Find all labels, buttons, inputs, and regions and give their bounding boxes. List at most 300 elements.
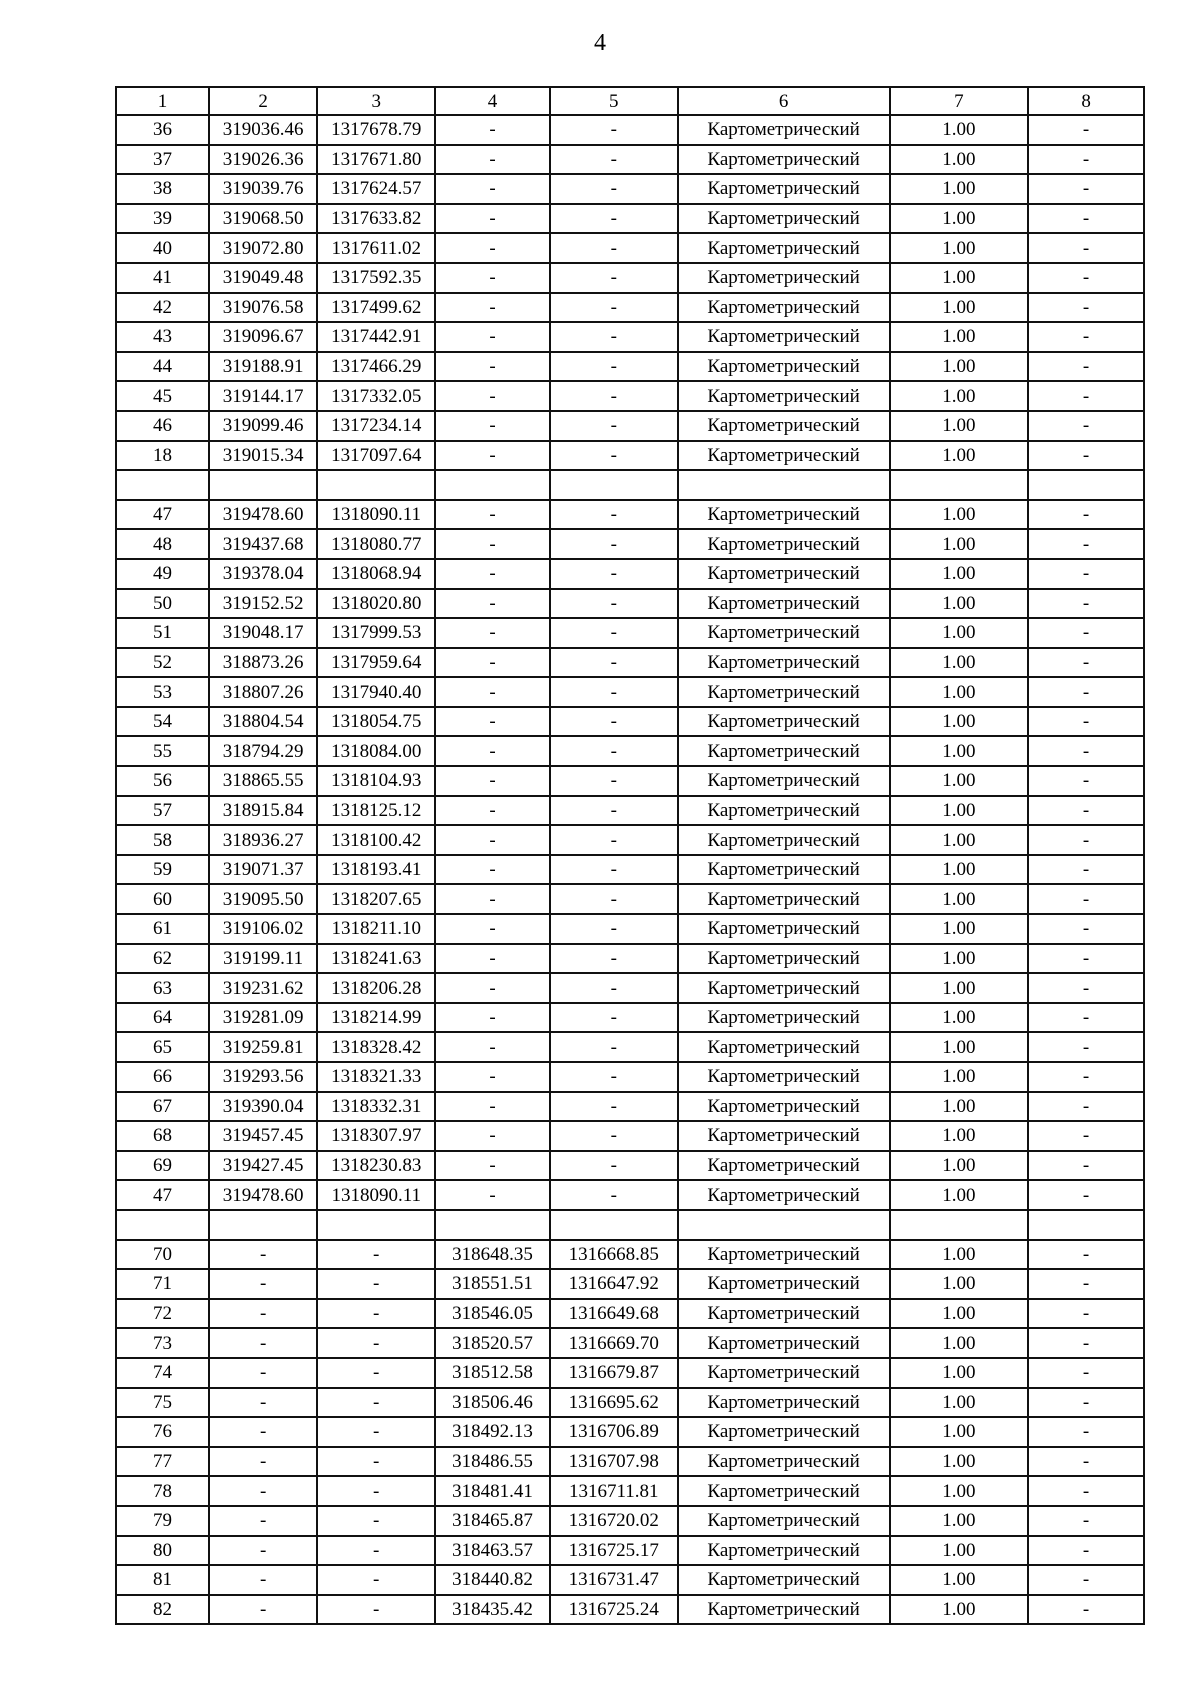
table-row xyxy=(116,1595,1144,1625)
method-cell: Картометрический xyxy=(678,411,890,441)
point-number-cell: 48 xyxy=(116,529,209,559)
table-row xyxy=(116,1032,1144,1062)
x-coordinate-existing-cell: - xyxy=(209,1595,317,1625)
x-coordinate-existing-cell: 319478.60 xyxy=(209,500,317,530)
accuracy-cell: 1.00 xyxy=(890,263,1029,293)
y-coordinate-existing-cell: 1318211.10 xyxy=(317,914,435,944)
x-coordinate-existing-cell: 319099.46 xyxy=(209,411,317,441)
x-coordinate-new-cell: - xyxy=(435,204,550,234)
note-cell: - xyxy=(1028,1299,1144,1329)
note-cell: - xyxy=(1028,1536,1144,1566)
point-number-cell: 79 xyxy=(116,1506,209,1536)
y-coordinate-new-cell: 1316669.70 xyxy=(550,1328,678,1358)
y-coordinate-existing-cell: - xyxy=(317,1447,435,1477)
table-row xyxy=(116,707,1144,737)
accuracy-cell: 1.00 xyxy=(890,174,1029,204)
x-coordinate-existing-cell: - xyxy=(209,1240,317,1270)
x-coordinate-new-cell: 318492.13 xyxy=(435,1417,550,1447)
table-row xyxy=(116,973,1144,1003)
y-coordinate-existing-cell: 1317624.57 xyxy=(317,174,435,204)
x-coordinate-new-cell: - xyxy=(435,1062,550,1092)
point-number-cell: 73 xyxy=(116,1328,209,1358)
x-coordinate-existing-cell: - xyxy=(209,1506,317,1536)
y-coordinate-new-cell: - xyxy=(550,441,678,471)
table-row xyxy=(116,411,1144,441)
accuracy-cell: 1.00 xyxy=(890,914,1029,944)
x-coordinate-existing-cell: - xyxy=(209,1536,317,1566)
table-row xyxy=(116,322,1144,352)
accuracy-cell: 1.00 xyxy=(890,1447,1029,1477)
y-coordinate-existing-cell xyxy=(317,1210,435,1240)
accuracy-cell: 1.00 xyxy=(890,529,1029,559)
point-number-cell: 47 xyxy=(116,500,209,530)
note-cell: - xyxy=(1028,914,1144,944)
y-coordinate-existing-cell: 1317466.29 xyxy=(317,352,435,382)
accuracy-cell: 1.00 xyxy=(890,1062,1029,1092)
method-cell: Картометрический xyxy=(678,1151,890,1181)
note-cell: - xyxy=(1028,500,1144,530)
x-coordinate-new-cell: - xyxy=(435,381,550,411)
method-cell: Картометрический xyxy=(678,589,890,619)
method-cell: Картометрический xyxy=(678,559,890,589)
table-header-row xyxy=(116,87,1144,115)
method-cell: Картометрический xyxy=(678,973,890,1003)
method-cell: Картометрический xyxy=(678,1180,890,1210)
point-number-cell: 80 xyxy=(116,1536,209,1566)
method-cell: Картометрический xyxy=(678,1536,890,1566)
y-coordinate-new-cell xyxy=(550,470,678,500)
accuracy-cell: 1.00 xyxy=(890,1299,1029,1329)
x-coordinate-existing-cell: 319039.76 xyxy=(209,174,317,204)
y-coordinate-existing-cell: 1318068.94 xyxy=(317,559,435,589)
table-row xyxy=(116,944,1144,974)
y-coordinate-new-cell: - xyxy=(550,736,678,766)
y-coordinate-existing-cell: 1317097.64 xyxy=(317,441,435,471)
point-number-cell: 70 xyxy=(116,1240,209,1270)
method-cell: Картометрический xyxy=(678,1328,890,1358)
x-coordinate-new-cell: 318512.58 xyxy=(435,1358,550,1388)
method-cell: Картометрический xyxy=(678,1506,890,1536)
x-coordinate-existing-cell: 319071.37 xyxy=(209,855,317,885)
note-cell: - xyxy=(1028,648,1144,678)
x-coordinate-existing-cell: - xyxy=(209,1299,317,1329)
x-coordinate-existing-cell: - xyxy=(209,1328,317,1358)
y-coordinate-existing-cell: 1317234.14 xyxy=(317,411,435,441)
accuracy-cell: 1.00 xyxy=(890,1121,1029,1151)
point-number-cell: 59 xyxy=(116,855,209,885)
y-coordinate-new-cell: - xyxy=(550,293,678,323)
x-coordinate-existing-cell: 319048.17 xyxy=(209,618,317,648)
method-cell: Картометрический xyxy=(678,1092,890,1122)
table-row xyxy=(116,1240,1144,1270)
accuracy-cell: 1.00 xyxy=(890,618,1029,648)
y-coordinate-existing-cell: 1317940.40 xyxy=(317,677,435,707)
point-number-cell: 40 xyxy=(116,233,209,263)
note-cell: - xyxy=(1028,1358,1144,1388)
point-number-cell: 50 xyxy=(116,589,209,619)
x-coordinate-existing-cell: 319293.56 xyxy=(209,1062,317,1092)
x-coordinate-existing-cell: 318807.26 xyxy=(209,677,317,707)
y-coordinate-existing-cell: - xyxy=(317,1358,435,1388)
y-coordinate-new-cell: - xyxy=(550,855,678,885)
accuracy-cell: 1.00 xyxy=(890,1240,1029,1270)
table-row xyxy=(116,1003,1144,1033)
table-row xyxy=(116,825,1144,855)
accuracy-cell: 1.00 xyxy=(890,884,1029,914)
point-number-cell: 37 xyxy=(116,145,209,175)
y-coordinate-existing-cell: - xyxy=(317,1476,435,1506)
x-coordinate-existing-cell: 319478.60 xyxy=(209,1180,317,1210)
method-cell: Картометрический xyxy=(678,1062,890,1092)
note-cell: - xyxy=(1028,529,1144,559)
accuracy-cell: 1.00 xyxy=(890,115,1029,145)
point-number-cell: 18 xyxy=(116,441,209,471)
y-coordinate-new-cell: - xyxy=(550,1180,678,1210)
note-cell: - xyxy=(1028,381,1144,411)
note-cell: - xyxy=(1028,115,1144,145)
accuracy-cell: 1.00 xyxy=(890,145,1029,175)
accuracy-cell: 1.00 xyxy=(890,1565,1029,1595)
x-coordinate-existing-cell: 318794.29 xyxy=(209,736,317,766)
method-cell: Картометрический xyxy=(678,1447,890,1477)
accuracy-cell: 1.00 xyxy=(890,352,1029,382)
x-coordinate-existing-cell: 319437.68 xyxy=(209,529,317,559)
x-coordinate-existing-cell: 319457.45 xyxy=(209,1121,317,1151)
y-coordinate-new-cell: 1316647.92 xyxy=(550,1269,678,1299)
note-cell: - xyxy=(1028,1092,1144,1122)
x-coordinate-existing-cell: 318936.27 xyxy=(209,825,317,855)
note-cell: - xyxy=(1028,1121,1144,1151)
table-row xyxy=(116,1536,1144,1566)
point-number-cell: 51 xyxy=(116,618,209,648)
y-coordinate-existing-cell: 1317999.53 xyxy=(317,618,435,648)
method-cell: Картометрический xyxy=(678,825,890,855)
y-coordinate-existing-cell: 1318241.63 xyxy=(317,944,435,974)
x-coordinate-new-cell: - xyxy=(435,293,550,323)
y-coordinate-new-cell: 1316725.17 xyxy=(550,1536,678,1566)
x-coordinate-new-cell: 318520.57 xyxy=(435,1328,550,1358)
method-cell: Картометрический xyxy=(678,204,890,234)
point-number-cell: 67 xyxy=(116,1092,209,1122)
note-cell: - xyxy=(1028,559,1144,589)
method-cell xyxy=(678,1210,890,1240)
accuracy-cell: 1.00 xyxy=(890,796,1029,826)
table-row xyxy=(116,1476,1144,1506)
x-coordinate-existing-cell: - xyxy=(209,1476,317,1506)
x-coordinate-existing-cell xyxy=(209,470,317,500)
point-number-cell: 36 xyxy=(116,115,209,145)
y-coordinate-new-cell: - xyxy=(550,204,678,234)
method-cell: Картометрический xyxy=(678,914,890,944)
note-cell: - xyxy=(1028,1476,1144,1506)
x-coordinate-new-cell: 318648.35 xyxy=(435,1240,550,1270)
column-header: 3 xyxy=(317,87,435,115)
accuracy-cell: 1.00 xyxy=(890,1358,1029,1388)
y-coordinate-new-cell: - xyxy=(550,618,678,648)
x-coordinate-new-cell: - xyxy=(435,1121,550,1151)
x-coordinate-new-cell: - xyxy=(435,855,550,885)
x-coordinate-new-cell: - xyxy=(435,884,550,914)
table-row xyxy=(116,1506,1144,1536)
method-cell: Картометрический xyxy=(678,796,890,826)
x-coordinate-new-cell: - xyxy=(435,766,550,796)
x-coordinate-existing-cell: 318865.55 xyxy=(209,766,317,796)
y-coordinate-new-cell: - xyxy=(550,589,678,619)
note-cell: - xyxy=(1028,1388,1144,1418)
y-coordinate-existing-cell: 1317671.80 xyxy=(317,145,435,175)
y-coordinate-new-cell: - xyxy=(550,944,678,974)
method-cell: Картометрический xyxy=(678,1417,890,1447)
y-coordinate-existing-cell: - xyxy=(317,1417,435,1447)
table-row xyxy=(116,204,1144,234)
note-cell: - xyxy=(1028,884,1144,914)
y-coordinate-new-cell: - xyxy=(550,529,678,559)
y-coordinate-new-cell: - xyxy=(550,825,678,855)
y-coordinate-new-cell: - xyxy=(550,1062,678,1092)
table-row xyxy=(116,677,1144,707)
note-cell: - xyxy=(1028,322,1144,352)
x-coordinate-new-cell: - xyxy=(435,618,550,648)
point-number-cell xyxy=(116,1210,209,1240)
method-cell: Картометрический xyxy=(678,441,890,471)
accuracy-cell xyxy=(890,1210,1029,1240)
y-coordinate-existing-cell: - xyxy=(317,1328,435,1358)
accuracy-cell: 1.00 xyxy=(890,736,1029,766)
x-coordinate-new-cell: 318463.57 xyxy=(435,1536,550,1566)
point-number-cell: 75 xyxy=(116,1388,209,1418)
y-coordinate-existing-cell: 1318080.77 xyxy=(317,529,435,559)
x-coordinate-existing-cell: 319015.34 xyxy=(209,441,317,471)
point-number-cell: 72 xyxy=(116,1299,209,1329)
y-coordinate-new-cell: 1316668.85 xyxy=(550,1240,678,1270)
column-header: 1 xyxy=(116,87,209,115)
y-coordinate-existing-cell: - xyxy=(317,1388,435,1418)
table-row xyxy=(116,559,1144,589)
x-coordinate-existing-cell: 319072.80 xyxy=(209,233,317,263)
accuracy-cell: 1.00 xyxy=(890,1506,1029,1536)
table-row xyxy=(116,1180,1144,1210)
method-cell: Картометрический xyxy=(678,529,890,559)
note-cell: - xyxy=(1028,1003,1144,1033)
point-number-cell: 63 xyxy=(116,973,209,1003)
method-cell: Картометрический xyxy=(678,884,890,914)
x-coordinate-new-cell: 318435.42 xyxy=(435,1595,550,1625)
note-cell: - xyxy=(1028,1269,1144,1299)
x-coordinate-existing-cell: 319049.48 xyxy=(209,263,317,293)
method-cell: Картометрический xyxy=(678,352,890,382)
note-cell: - xyxy=(1028,944,1144,974)
table-row xyxy=(116,1299,1144,1329)
x-coordinate-existing-cell: 318915.84 xyxy=(209,796,317,826)
table-row xyxy=(116,1447,1144,1477)
y-coordinate-existing-cell: 1318100.42 xyxy=(317,825,435,855)
method-cell: Картометрический xyxy=(678,944,890,974)
point-number-cell: 71 xyxy=(116,1269,209,1299)
method-cell: Картометрический xyxy=(678,677,890,707)
accuracy-cell: 1.00 xyxy=(890,500,1029,530)
x-coordinate-new-cell: - xyxy=(435,500,550,530)
point-number-cell: 69 xyxy=(116,1151,209,1181)
table-row xyxy=(116,1151,1144,1181)
y-coordinate-existing-cell: 1318125.12 xyxy=(317,796,435,826)
point-number-cell: 39 xyxy=(116,204,209,234)
x-coordinate-new-cell: - xyxy=(435,973,550,1003)
point-number-cell: 55 xyxy=(116,736,209,766)
x-coordinate-new-cell: 318486.55 xyxy=(435,1447,550,1477)
point-number-cell: 81 xyxy=(116,1565,209,1595)
y-coordinate-existing-cell: 1317633.82 xyxy=(317,204,435,234)
y-coordinate-new-cell xyxy=(550,1210,678,1240)
y-coordinate-existing-cell: 1318054.75 xyxy=(317,707,435,737)
x-coordinate-existing-cell: 319106.02 xyxy=(209,914,317,944)
x-coordinate-new-cell xyxy=(435,470,550,500)
point-number-cell: 41 xyxy=(116,263,209,293)
table-row xyxy=(116,145,1144,175)
accuracy-cell: 1.00 xyxy=(890,1536,1029,1566)
y-coordinate-existing-cell: 1317592.35 xyxy=(317,263,435,293)
method-cell: Картометрический xyxy=(678,500,890,530)
point-number-cell: 76 xyxy=(116,1417,209,1447)
x-coordinate-new-cell: - xyxy=(435,441,550,471)
x-coordinate-new-cell: 318465.87 xyxy=(435,1506,550,1536)
point-number-cell: 62 xyxy=(116,944,209,974)
coordinates-table xyxy=(115,86,1145,1625)
accuracy-cell: 1.00 xyxy=(890,1328,1029,1358)
y-coordinate-existing-cell: 1318332.31 xyxy=(317,1092,435,1122)
note-cell: - xyxy=(1028,736,1144,766)
note-cell: - xyxy=(1028,1417,1144,1447)
accuracy-cell: 1.00 xyxy=(890,204,1029,234)
x-coordinate-new-cell: 318506.46 xyxy=(435,1388,550,1418)
accuracy-cell: 1.00 xyxy=(890,973,1029,1003)
note-cell: - xyxy=(1028,855,1144,885)
y-coordinate-existing-cell: 1317499.62 xyxy=(317,293,435,323)
note-cell: - xyxy=(1028,411,1144,441)
point-number-cell: 38 xyxy=(116,174,209,204)
x-coordinate-new-cell: - xyxy=(435,174,550,204)
method-cell: Картометрический xyxy=(678,648,890,678)
x-coordinate-existing-cell xyxy=(209,1210,317,1240)
y-coordinate-existing-cell: 1318104.93 xyxy=(317,766,435,796)
point-number-cell: 78 xyxy=(116,1476,209,1506)
x-coordinate-new-cell xyxy=(435,1210,550,1240)
y-coordinate-new-cell: 1316720.02 xyxy=(550,1506,678,1536)
x-coordinate-new-cell: - xyxy=(435,677,550,707)
accuracy-cell: 1.00 xyxy=(890,1092,1029,1122)
accuracy-cell: 1.00 xyxy=(890,677,1029,707)
x-coordinate-new-cell: - xyxy=(435,1092,550,1122)
x-coordinate-existing-cell: 319096.67 xyxy=(209,322,317,352)
x-coordinate-existing-cell: 319152.52 xyxy=(209,589,317,619)
table-row xyxy=(116,529,1144,559)
point-number-cell: 60 xyxy=(116,884,209,914)
y-coordinate-existing-cell: 1318090.11 xyxy=(317,1180,435,1210)
point-number-cell: 65 xyxy=(116,1032,209,1062)
x-coordinate-existing-cell: 319188.91 xyxy=(209,352,317,382)
x-coordinate-new-cell: - xyxy=(435,589,550,619)
note-cell: - xyxy=(1028,589,1144,619)
accuracy-cell: 1.00 xyxy=(890,441,1029,471)
method-cell: Картометрический xyxy=(678,233,890,263)
accuracy-cell: 1.00 xyxy=(890,1151,1029,1181)
point-number-cell: 82 xyxy=(116,1595,209,1625)
table-row xyxy=(116,1121,1144,1151)
y-coordinate-existing-cell: 1317442.91 xyxy=(317,322,435,352)
x-coordinate-existing-cell: 319427.45 xyxy=(209,1151,317,1181)
note-cell: - xyxy=(1028,618,1144,648)
table-row xyxy=(116,1388,1144,1418)
table-row xyxy=(116,736,1144,766)
y-coordinate-existing-cell: 1318206.28 xyxy=(317,973,435,1003)
x-coordinate-new-cell: - xyxy=(435,322,550,352)
point-number-cell: 47 xyxy=(116,1180,209,1210)
x-coordinate-existing-cell: - xyxy=(209,1388,317,1418)
method-cell: Картометрический xyxy=(678,381,890,411)
note-cell: - xyxy=(1028,174,1144,204)
note-cell xyxy=(1028,1210,1144,1240)
note-cell: - xyxy=(1028,1151,1144,1181)
y-coordinate-existing-cell: 1318020.80 xyxy=(317,589,435,619)
method-cell: Картометрический xyxy=(678,1003,890,1033)
table-row xyxy=(116,174,1144,204)
y-coordinate-new-cell: 1316725.24 xyxy=(550,1595,678,1625)
table-row xyxy=(116,115,1144,145)
x-coordinate-existing-cell: 319231.62 xyxy=(209,973,317,1003)
table-row xyxy=(116,618,1144,648)
y-coordinate-existing-cell: 1318307.97 xyxy=(317,1121,435,1151)
x-coordinate-existing-cell: 319026.36 xyxy=(209,145,317,175)
column-header: 6 xyxy=(678,87,890,115)
table-row xyxy=(116,1358,1144,1388)
accuracy-cell: 1.00 xyxy=(890,589,1029,619)
method-cell: Картометрический xyxy=(678,736,890,766)
y-coordinate-existing-cell: - xyxy=(317,1595,435,1625)
accuracy-cell: 1.00 xyxy=(890,648,1029,678)
x-coordinate-existing-cell: - xyxy=(209,1565,317,1595)
point-number-cell: 45 xyxy=(116,381,209,411)
accuracy-cell: 1.00 xyxy=(890,559,1029,589)
y-coordinate-new-cell: - xyxy=(550,677,678,707)
y-coordinate-new-cell: 1316649.68 xyxy=(550,1299,678,1329)
method-cell: Картометрический xyxy=(678,1299,890,1329)
point-number-cell: 58 xyxy=(116,825,209,855)
note-cell: - xyxy=(1028,204,1144,234)
note-cell: - xyxy=(1028,707,1144,737)
method-cell: Картометрический xyxy=(678,1388,890,1418)
accuracy-cell: 1.00 xyxy=(890,293,1029,323)
table-row xyxy=(116,381,1144,411)
x-coordinate-existing-cell: 319076.58 xyxy=(209,293,317,323)
table-row xyxy=(116,233,1144,263)
x-coordinate-new-cell: - xyxy=(435,233,550,263)
accuracy-cell: 1.00 xyxy=(890,825,1029,855)
column-header: 4 xyxy=(435,87,550,115)
note-cell: - xyxy=(1028,1506,1144,1536)
x-coordinate-new-cell: - xyxy=(435,529,550,559)
note-cell: - xyxy=(1028,1328,1144,1358)
point-number-cell: 68 xyxy=(116,1121,209,1151)
y-coordinate-new-cell: - xyxy=(550,322,678,352)
column-header: 7 xyxy=(890,87,1029,115)
y-coordinate-existing-cell: 1318321.33 xyxy=(317,1062,435,1092)
y-coordinate-new-cell: 1316706.89 xyxy=(550,1417,678,1447)
x-coordinate-new-cell: - xyxy=(435,707,550,737)
x-coordinate-new-cell: - xyxy=(435,944,550,974)
x-coordinate-existing-cell: - xyxy=(209,1447,317,1477)
y-coordinate-existing-cell: - xyxy=(317,1506,435,1536)
method-cell: Картометрический xyxy=(678,766,890,796)
point-number-cell: 61 xyxy=(116,914,209,944)
